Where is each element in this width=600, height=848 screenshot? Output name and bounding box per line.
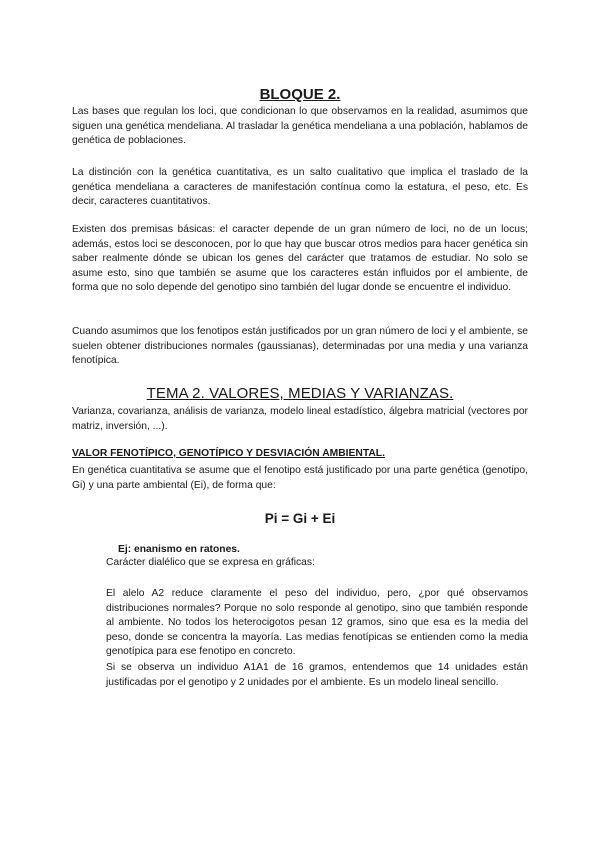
bloque-title: BLOQUE 2. [259, 86, 341, 103]
example-title: Ej: enanismo en ratones. [118, 544, 240, 555]
tema-intro: Varianza, covarianza, análisis de varianza, modelo lineal estadístico, álgebra matricial (vectores por matriz, inversión, ...). [72, 406, 528, 432]
tema-title: TEMA 2. VALORES, MEDIAS Y VARIANZAS. [146, 385, 454, 402]
bloque-paragraph-1: Las bases que regulan los loci, que condicionan lo que observamos en la realidad, asumimos que siguen una genética mendeliana. Al trasladar la genética mendeliana a una población, hablamos de genética de poblaciones. [72, 106, 528, 147]
bloque-paragraph-3: Existen dos premisas básicas: el caracter depende de un gran número de loci, no de un locus; además, estos loci se desconocen, por lo que hay que buscar otros medios para hacer genética sin saber realmente dónde se ubican los genes del carácter que tratamos de estudiar. No solo se asume esto, sino que también se asume que los caracteres están influidos por el ambiente, de forma que no solo depende del genotipo sino también del lugar donde se encuentre el individuo. [72, 224, 528, 294]
example-paragraph-2: Si se observa un individuo A1A1 de 16 gramos, entendemos que 14 unidades están justificadas por el genotipo y 2 unidades por el ambiente. Es un modelo lineal sencillo. [106, 662, 528, 688]
bloque-paragraph-2: La distinción con la genética cuantitativa, es un salto cualitativo que implica el traslado de la genética mendeliana a caracteres de manifestación contínua como la estatura, el peso, etc. Es decir, caracteres cuantitativos. [72, 167, 528, 208]
bloque-paragraph-4: Cuando asumimos que los fenotipos están justificados por un gran número de loci y el ambiente, se suelen obtener distribuciones normales (gaussianas), determinadas por una media y una varianza fenotípica. [72, 326, 528, 367]
example-paragraph-1: El alelo A2 reduce claramente el peso del individuo, pero, ¿por qué observamos distribuciones normales? Porque no solo responde al genotipo, sino que también responde al ambiente. No todos los heterocigotos pesan 12 gramos, sino que esa es la media del peso, donde se concentra la mayoría. Las medias fenotípicas se entienden como la media genotípica para ese fenotipo en concreto. [106, 588, 528, 658]
example-subtitle: Carácter dialélico que se expresa en gráficas: [106, 557, 315, 568]
section-title: VALOR FENOTÍPICO, GENOTÍPICO Y DESVIACIÓN AMBIENTAL. [72, 448, 385, 459]
section-paragraph: En genética cuantitativa se asume que el fenotipo está justificado por una parte genética (genotipo, Gi) y una parte ambiental (Ei), de forma que: [72, 465, 528, 491]
phenotype-formula: Pi = Gi + Ei [264, 511, 336, 526]
